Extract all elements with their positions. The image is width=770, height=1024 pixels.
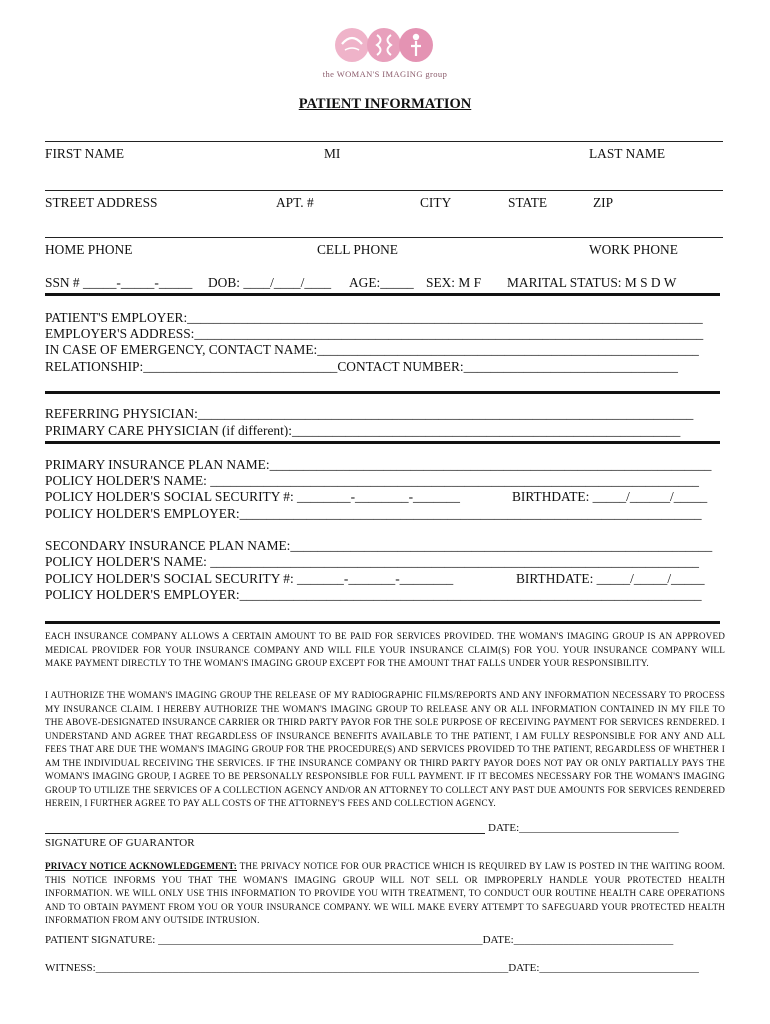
phone-line[interactable]: [45, 237, 723, 238]
logo: [333, 26, 437, 66]
street-address-label: STREET ADDRESS: [45, 195, 158, 210]
last-name-label: LAST NAME: [589, 146, 666, 161]
primary-birthdate-field[interactable]: BIRTHDATE: _____/______/_____: [512, 489, 708, 504]
referring-physician-field[interactable]: REFERRING PHYSICIAN:__________________________________________________________________________: [45, 407, 694, 421]
first-name-label: FIRST NAME: [45, 146, 124, 161]
employer-address-field[interactable]: EMPLOYER'S ADDRESS:____________________________________________________________________________: [45, 327, 704, 341]
zip-label: ZIP: [593, 195, 614, 210]
primary-policy-holder-ssn-field[interactable]: POLICY HOLDER'S SOCIAL SECURITY #: ________-________-_______: [45, 489, 460, 504]
section-divider: [45, 293, 720, 296]
ssn-field[interactable]: SSN # _____-_____-_____: [45, 275, 193, 290]
work-phone-label: WORK PHONE: [589, 242, 678, 257]
patient-employer-field[interactable]: PATIENT'S EMPLOYER:_____________________________________________________________________________: [45, 311, 703, 325]
primary-policy-holder-name-field[interactable]: POLICY HOLDER'S NAME: _________________________________________________________________________: [45, 474, 699, 488]
secondary-policy-holder-name-field[interactable]: POLICY HOLDER'S NAME: _________________________________________________________________________: [45, 555, 699, 569]
section-divider: [45, 441, 720, 444]
age-field[interactable]: AGE:_____: [349, 275, 414, 290]
cell-phone-label: CELL PHONE: [317, 242, 398, 257]
marital-status-field[interactable]: MARITAL STATUS: M S D W: [507, 275, 677, 290]
privacy-notice-paragraph: [45, 860, 725, 928]
page-title: PATIENT INFORMATION: [298, 96, 472, 112]
logo-text: the WOMAN'S IMAGING group: [322, 69, 448, 79]
guarantor-date-field[interactable]: DATE:_____________________________: [488, 822, 679, 834]
privacy-notice-body: THE PRIVACY NOTICE FOR OUR PRACTICE WHICH IS REQUIRED BY LAW IS POSTED IN THE WAITING ROOM. THIS NOTICE INFORMS YOU THAT THE WOMAN'S IMAGING GROUP WILL NOT SELL OR IMPROPERLY HANDLE YOUR PROTECTED HEALTH INFORMATION. WE WILL ONLY USE THIS INFORMATION TO PROVIDE YOU WITH TREATMENT, TO CONDUCT OUR ROUTINE HEALTH CARE OPERATIONS AND TO OBTAIN PAYMENT FROM YOU OR YOUR INSURANCE COMPANY. WE WILL MAKE EVERY ATTEMPT TO SAFEGUARD YOUR PROTECTED HEALTH INFORMATION FROM ANY OUTSIDE INTRUSION.: [45, 861, 725, 925]
state-label: STATE: [508, 195, 548, 210]
guarantor-signature-label: SIGNATURE OF GUARANTOR: [45, 837, 195, 849]
section-divider: [45, 621, 720, 624]
primary-insurance-plan-field[interactable]: PRIMARY INSURANCE PLAN NAME:__________________________________________________________________: [45, 458, 712, 472]
logo-circle-mid: [367, 28, 401, 62]
emergency-contact-field[interactable]: IN CASE OF EMERGENCY, CONTACT NAME:_________________________________________________________: [45, 343, 699, 357]
relationship-field[interactable]: RELATIONSHIP:_____________________________CONTACT NUMBER:________________________________: [45, 360, 678, 374]
witness-signature-field[interactable]: WITNESS:___________________________________________________________________________DATE:_____________________________: [45, 963, 699, 974]
address-line[interactable]: [45, 190, 723, 191]
womans-imaging-logo-icon: [333, 26, 437, 66]
section-divider: [45, 391, 720, 394]
home-phone-label: HOME PHONE: [45, 242, 133, 257]
dob-field[interactable]: DOB: ____/____/____: [208, 275, 332, 290]
primary-care-physician-field[interactable]: PRIMARY CARE PHYSICIAN (if different):__________________________________________________________: [45, 424, 681, 438]
guarantor-signature-line[interactable]: [45, 833, 485, 834]
patient-signature-field[interactable]: PATIENT SIGNATURE: ___________________________________________________________DATE:_____________________________: [45, 935, 674, 946]
primary-policy-holder-employer-field[interactable]: POLICY HOLDER'S EMPLOYER:_____________________________________________________________________: [45, 507, 702, 521]
logo-circle-left: [335, 28, 369, 62]
authorization-paragraph: I AUTHORIZE THE WOMAN'S IMAGING GROUP THE RELEASE OF MY RADIOGRAPHIC FILMS/REPORTS AND ANY INFORMATION NECESSARY TO PROCESS MY INSURANCE CLAIM. I HEREBY AUTHORIZE THE WOMAN'S IMAGING GROUP TO RELEASE ANY OR ALL INFORMATION CONTAINED IN MY FILE TO THE ABOVE-DESIGNATED INSURANCE CARRIER OR THIRD PARTY PAYOR FOR THE SOLE PURPOSE OF RECEIVING PAYMENT FOR SERVICES RENDERED. I UNDERSTAND AND AGREE THAT REGARDLESS OF INSURANCE BENEFITS AVAILABLE TO THE PATIENT, I AM FULLY RESPONSIBLE FOR ANY AND ALL FEES THAT ARE DUE THE WOMAN'S IMAGING GROUP FOR THE PROCEDURE(S) AND SERVICES PROVIDED TO THE PATIENT, REGARDLESS OF WHETHER I AM THE INDIVIDUAL RECEIVING THE SERVICES. IF THE INSURANCE COMPANY OR THIRD PARTY PAYOR DOES NOT PAY OR ONLY PARTIALLY PAYS THE WOMAN'S IMAGING GROUP, I AGREE TO BE PERSONALLY RESPONSIBLE FOR FULL PAYMENT. IF IT BECOMES NECESSARY FOR THE WOMAN'S IMAGING GROUP TO UTILIZE THE SERVICES OF A COLLECTION AGENCY AND/OR AN ATTORNEY TO COLLECT ANY PAST DUE AMOUNTS FOR SERVICES RENDERED HEREIN, I FURTHER AGREE TO PAY ALL COSTS OF THE ATTORNEY'S FEES AND COLLECTION AGENCY.: [45, 690, 725, 808]
apt-label: APT. #: [276, 195, 314, 210]
secondary-birthdate-field[interactable]: BIRTHDATE: _____/_____/_____: [516, 571, 705, 586]
city-label: CITY: [420, 195, 452, 210]
mi-label: MI: [324, 146, 341, 161]
privacy-notice-heading: PRIVACY NOTICE ACKNOWLEDGEMENT:: [45, 861, 238, 871]
sex-field[interactable]: SEX: M F: [426, 275, 482, 290]
secondary-policy-holder-employer-field[interactable]: POLICY HOLDER'S EMPLOYER:_____________________________________________________________________: [45, 588, 702, 602]
insurance-payment-paragraph: EACH INSURANCE COMPANY ALLOWS A CERTAIN AMOUNT TO BE PAID FOR SERVICES PROVIDED. THE WOMAN'S IMAGING GROUP IS AN APPROVED MEDICAL PROVIDER FOR YOUR INSURANCE COMPANY AND WILL FILE YOUR INSURANCE CLAIM(S) FOR YOU. YOUR INSURANCE COMPANY WILL MAKE PAYMENT DIRECTLY TO THE WOMAN'S IMAGING GROUP EXCEPT FOR THE AMOUNT THAT FALLS UNDER YOUR RESPONSIBILITY.: [45, 631, 725, 668]
secondary-insurance-plan-field[interactable]: SECONDARY INSURANCE PLAN NAME:_______________________________________________________________: [45, 539, 713, 553]
secondary-policy-holder-ssn-field[interactable]: POLICY HOLDER'S SOCIAL SECURITY #: _______-_______-________: [45, 571, 454, 586]
name-line[interactable]: [45, 141, 723, 142]
